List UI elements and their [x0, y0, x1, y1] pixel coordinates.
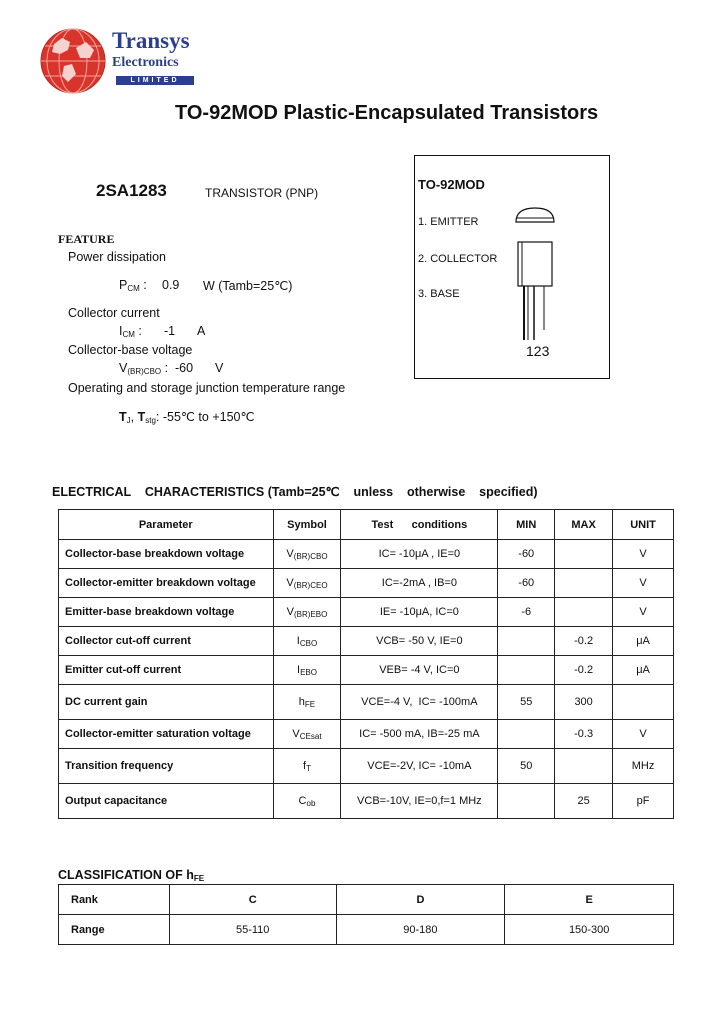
feature-heading: FEATURE — [58, 232, 115, 246]
row-unit: V — [613, 598, 674, 627]
pcm-unit: W (Tamb=25℃) — [203, 279, 293, 293]
rank-row — [59, 885, 674, 915]
row-symbol: $h_{FE}$ — [273, 685, 341, 720]
icm-value: -1 — [164, 324, 176, 338]
temperature-range-row: $T_J$, $T_{stg}$: -55℃ to +150℃ — [119, 410, 255, 425]
row-max — [555, 540, 613, 569]
rank-c: C — [169, 885, 336, 915]
row-parameter: DC current gain — [59, 685, 274, 720]
row-condition: VCB=-10V, IE=0,f=1 MHz — [341, 784, 498, 819]
row-parameter: Collector-base breakdown voltage — [59, 540, 274, 569]
row-symbol: $V_{(BR)EBO}$ — [273, 598, 341, 627]
row-unit: μA — [613, 656, 674, 685]
table-row — [59, 627, 674, 656]
row-symbol: $f_T$ — [273, 749, 341, 784]
range-row — [59, 915, 674, 945]
row-min: 50 — [498, 749, 555, 784]
vcbo-subscript: (BR)CBO — [127, 367, 162, 376]
brand-subname: Electronics — [112, 55, 179, 70]
electrical-characteristics-title: ELECTRICAL CHARACTERISTICS (Tamb=25℃ unless otherwise specified) — [52, 485, 538, 499]
power-dissipation-label: Power dissipation — [68, 250, 166, 264]
icm-symbol: I — [119, 324, 123, 338]
table-row — [59, 749, 674, 784]
tj-subscript: J — [126, 416, 131, 425]
tstg-symbol: T — [137, 410, 146, 424]
pin-numbers: 123 — [526, 343, 550, 359]
tj-symbol: T — [119, 410, 127, 424]
vcbo-unit: V — [215, 361, 224, 375]
table-row — [59, 569, 674, 598]
table-row — [59, 784, 674, 819]
row-condition: VCE=-4 V, IC= -100mA — [341, 685, 498, 720]
temperature-range-value: : -55℃ to +150℃ — [155, 410, 255, 424]
rank-label: Rank — [59, 885, 170, 915]
row-min — [498, 720, 555, 749]
row-symbol: $I_{CBO}$ — [273, 627, 341, 656]
icm-sep: : — [134, 324, 142, 338]
table-row — [59, 720, 674, 749]
row-unit: μA — [613, 627, 674, 656]
row-min: -60 — [498, 540, 555, 569]
header-test-conditions: Test conditions — [341, 510, 498, 540]
row-max — [555, 598, 613, 627]
row-max — [555, 569, 613, 598]
row-condition: IE= -10μA, IC=0 — [341, 598, 498, 627]
row-parameter: Output capacitance — [59, 784, 274, 819]
range-e: 150-300 — [505, 915, 674, 945]
row-unit: V — [613, 540, 674, 569]
row-max: 300 — [555, 685, 613, 720]
table-header-row — [59, 510, 674, 540]
row-unit — [613, 685, 674, 720]
row-min: -6 — [498, 598, 555, 627]
row-condition: VEB= -4 V, IC=0 — [341, 656, 498, 685]
row-symbol: $V_{(BR)CBO}$ — [273, 540, 341, 569]
vcbo-row — [119, 361, 168, 376]
table-row — [59, 656, 674, 685]
tstg-subscript: stg — [145, 416, 156, 425]
row-parameter: Emitter-base breakdown voltage — [59, 598, 274, 627]
row-condition: VCE=-2V, IC= -10mA — [341, 749, 498, 784]
brand-name: Transys — [112, 28, 190, 53]
row-unit: V — [613, 569, 674, 598]
header-parameter: Parameter — [59, 510, 274, 540]
collector-current-label: Collector current — [68, 306, 160, 320]
temperature-range-label: Operating and storage junction temperature range — [68, 381, 346, 395]
pin-2-label: 2. COLLECTOR — [418, 253, 498, 265]
row-parameter: Collector-emitter saturation voltage — [59, 720, 274, 749]
rank-e: E — [505, 885, 674, 915]
row-min — [498, 627, 555, 656]
row-parameter: Emitter cut-off current — [59, 656, 274, 685]
row-unit: pF — [613, 784, 674, 819]
electrical-characteristics-table — [58, 509, 674, 819]
row-condition: IC=-2mA , IB=0 — [341, 569, 498, 598]
pcm-symbol: P — [119, 278, 128, 292]
row-parameter: Collector-emitter breakdown voltage — [59, 569, 274, 598]
to92-package-drawing — [510, 204, 560, 346]
row-parameter: Collector cut-off current — [59, 627, 274, 656]
row-unit: V — [613, 720, 674, 749]
vcbo-value: -60 — [175, 361, 194, 375]
icm-subscript: CM — [122, 330, 135, 339]
header-symbol: Symbol — [273, 510, 341, 540]
icm-unit: A — [197, 324, 206, 338]
pin-3-label: 3. BASE — [418, 288, 460, 300]
table-row — [59, 685, 674, 720]
collector-base-voltage-label: Collector-base voltage — [68, 343, 193, 357]
pin-1-label: 1. EMITTER — [418, 216, 479, 228]
vcbo-symbol: V — [119, 361, 128, 375]
row-symbol: $V_{(BR)CEO}$ — [273, 569, 341, 598]
row-max: 25 — [555, 784, 613, 819]
pcm-row — [119, 278, 147, 293]
table-row — [59, 598, 674, 627]
row-min — [498, 784, 555, 819]
part-number: 2SA1283 — [96, 181, 167, 200]
header-unit: UNIT — [613, 510, 674, 540]
row-max: -0.2 — [555, 627, 613, 656]
row-max — [555, 749, 613, 784]
page-title: TO-92MOD Plastic-Encapsulated Transistors — [175, 102, 599, 124]
header-min: MIN — [498, 510, 555, 540]
package-name: TO-92MOD — [418, 177, 485, 192]
classification-table — [58, 884, 674, 945]
globe-logo-icon — [40, 28, 106, 94]
row-condition: VCB= -50 V, IE=0 — [341, 627, 498, 656]
row-symbol: $I_{EBO}$ — [273, 656, 341, 685]
table-row — [59, 540, 674, 569]
pcm-value: 0.9 — [162, 278, 180, 292]
row-condition: IC= -500 mA, IB=-25 mA — [341, 720, 498, 749]
row-min: -60 — [498, 569, 555, 598]
brand-tag: LIMITED — [116, 76, 194, 85]
part-description: TRANSISTOR (PNP) — [205, 186, 319, 200]
header-max: MAX — [555, 510, 613, 540]
row-unit: MHz — [613, 749, 674, 784]
range-c: 55-110 — [169, 915, 336, 945]
row-condition: IC= -10μA , IE=0 — [341, 540, 498, 569]
row-parameter: Transition frequency — [59, 749, 274, 784]
row-max: -0.2 — [555, 656, 613, 685]
range-label: Range — [59, 915, 170, 945]
pcm-sep: : — [139, 278, 147, 292]
icm-row — [119, 324, 142, 339]
vcbo-sep: : — [161, 361, 169, 375]
row-min: 55 — [498, 685, 555, 720]
row-symbol: $V_{CEsat}$ — [273, 720, 341, 749]
pcm-subscript: CM — [127, 284, 140, 293]
classification-title: CLASSIFICATION OF $h_{FE}$ — [58, 868, 205, 883]
range-d: 90-180 — [336, 915, 505, 945]
rank-d: D — [336, 885, 505, 915]
row-symbol: $C_{ob}$ — [273, 784, 341, 819]
row-min — [498, 656, 555, 685]
row-max: -0.3 — [555, 720, 613, 749]
